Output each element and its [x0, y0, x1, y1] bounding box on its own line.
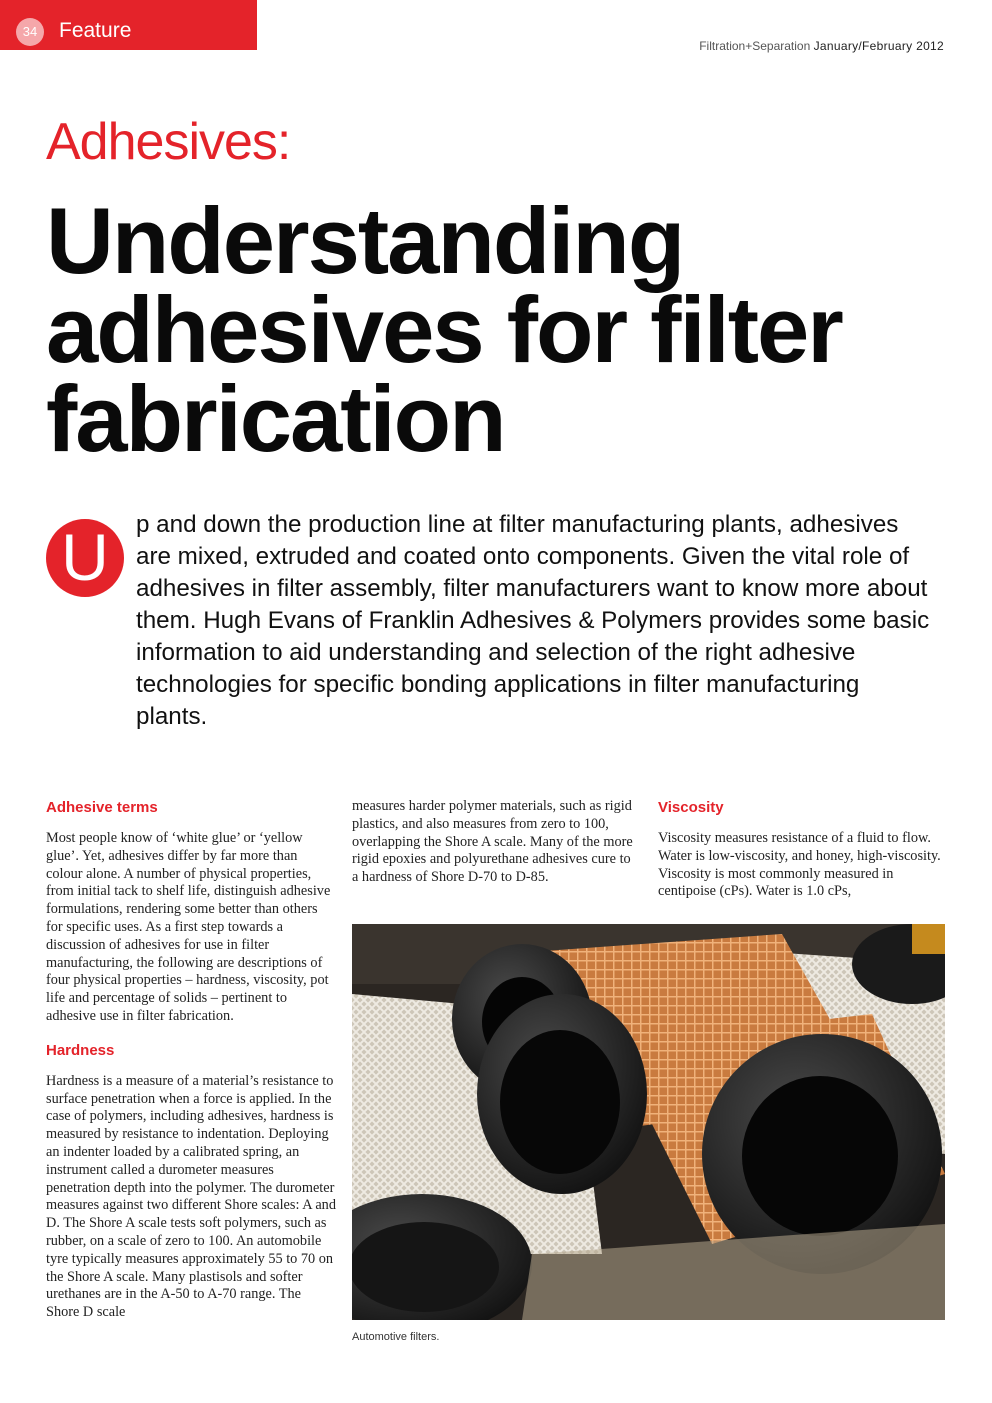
section-heading: Adhesive terms — [46, 799, 158, 816]
body-paragraph: Hardness is a measure of a material’s resistance to surface penetration when a force is applied. In the case of polymers, including adhesives, hardness is measured by resistance to indentation. Deploying an indenter loaded by a calibrated spring, an instrument called a durometer measures penetration depth into the polymer. The durometer measures against two different Shore scales: A and D. The Shore A scale tests soft polymers, such as rubber, on a scale of zero to 100. An automobile tyre typically measures approximately 55 to 70 on the Shore A scale. Many plastisols and softer urethanes are in the A-50 to A-70 range. The Shore D scale — [46, 1072, 336, 1321]
body-paragraph: measures harder polymer materials, such as rigid plastics, and also measures from zero to 100, overlapping the Shore A scale. Many of the more rigid epoxies and polyurethane adhesives cure to a hardness of Shore D-70 to D-85. — [352, 798, 633, 886]
filters-illustration — [352, 924, 945, 1320]
body-column-3 — [658, 798, 948, 901]
article-kicker: Adhesives: — [46, 113, 291, 171]
body-column-1 — [46, 798, 336, 1337]
title-line: adhesives for filter — [46, 277, 842, 382]
title-line: fabrication — [46, 366, 505, 471]
body-paragraph: Most people know of ‘white glue’ or ‘yellow glue’. Yet, adhesives differ by far more than colour alone. A number of physical properties, from initial tack to shelf life, distinguish adhesive formulations, rendering some better than others for specific uses. As a first step towards a discussion of adhesives for use in filter manufacturing, the following are descriptions of four physical properties – hardness, viscosity, pot life and percentage of solids – pertinent to adhesive use in filter fabrication. — [46, 830, 331, 1024]
dropcap: U — [46, 519, 124, 597]
article-title — [46, 188, 966, 471]
photo-caption: Automotive filters. — [352, 1331, 440, 1343]
issue-date: January/February 2012 — [813, 39, 944, 53]
body-column-2 — [352, 798, 634, 887]
automotive-filters-photo — [352, 924, 945, 1320]
section-label: Feature — [59, 19, 132, 42]
body-paragraph: Viscosity measures resistance of a fluid to flow. Water is low-viscosity, and honey, high-viscosity. Viscosity is most commonly measured in centipoise (cPs). Water is 1.0 cPs, — [658, 830, 941, 900]
section-heading: Viscosity — [658, 799, 724, 816]
section-tab — [0, 0, 257, 50]
publication-name: Filtration+Separation — [699, 39, 811, 53]
section-heading: Hardness — [46, 1041, 115, 1059]
page-number: 34 — [16, 18, 44, 46]
title-line: Understanding — [46, 188, 684, 293]
running-head — [699, 39, 944, 53]
standfirst: p and down the production line at filter manufacturing plants, adhesives are mixed, extruded and coated onto components. Given the vital role of adhesives in filter assembly, filter manufacturers want to know more about them. Hugh Evans of Franklin Adhesives & Polymers provides some basic information to aid understanding and selection of the right adhesive technologies for specific bonding applications in filter manufacturing plants. — [136, 511, 930, 730]
